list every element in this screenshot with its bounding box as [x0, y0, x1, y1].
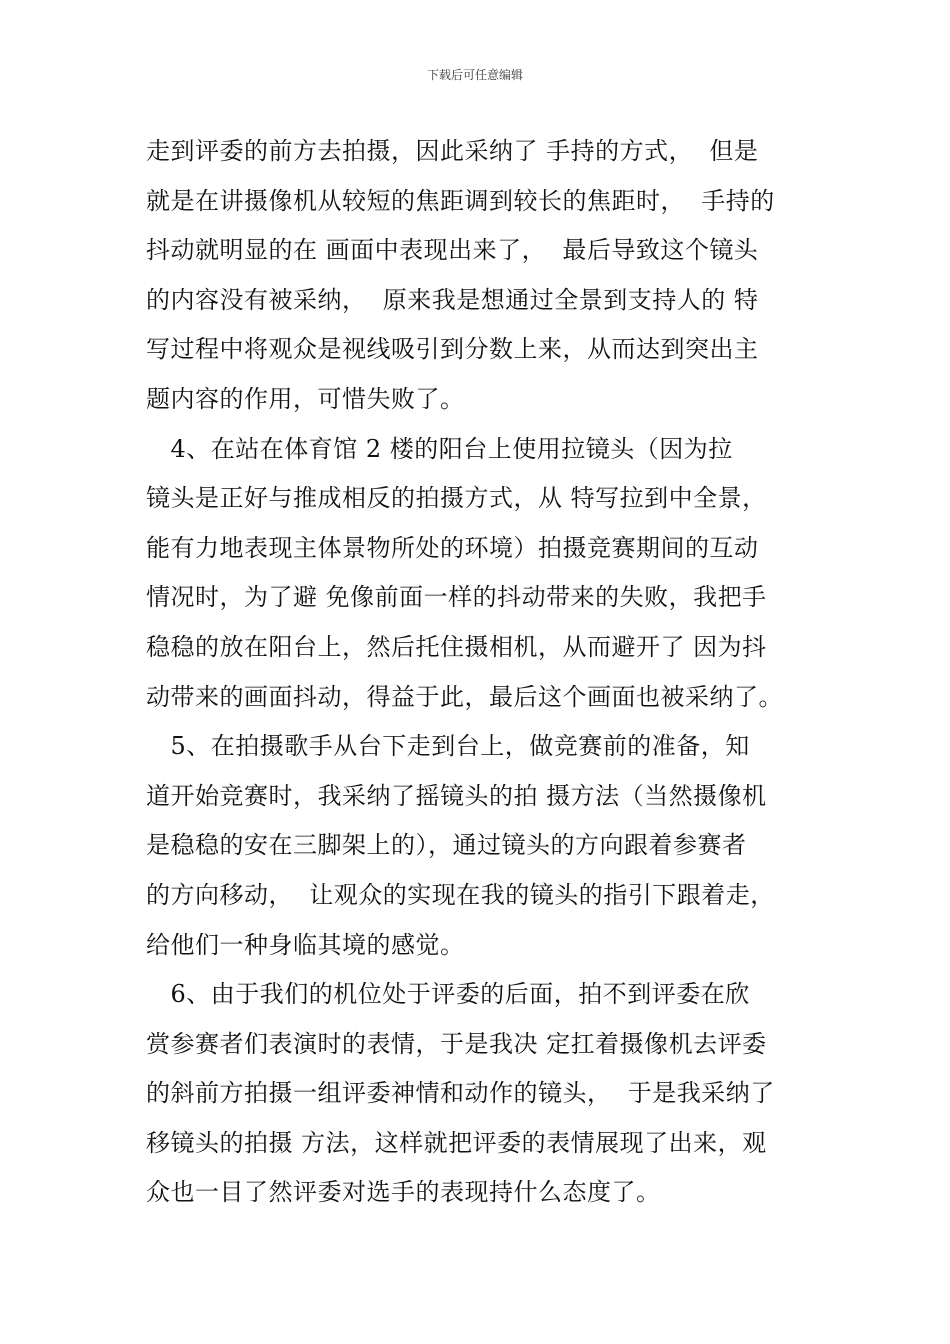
text-line: 5、在拍摄歌手从台下走到台上，做竞赛前的准备，知 — [146, 732, 750, 761]
text-line: 稳稳的放在阳台上，然后托住摄相机，从而避开了 因为抖 — [146, 632, 767, 661]
text-line: 的内容没有被采纳， 原来我是想通过全景到支持人的 特 — [146, 285, 759, 314]
text-line: 抖动就明显的在 画面中表现出来了， 最后导致这个镜头 — [146, 236, 759, 265]
paragraph-1 — [146, 127, 810, 425]
text-line: 众也一目了然评委对选手的表现持什么态度了。 — [146, 1178, 661, 1207]
page-header: 下载后可任意编辑 — [426, 68, 523, 82]
text-line: 走到评委的前方去拍摄，因此采纳了 手持的方式， 但是 — [146, 137, 759, 165]
text-line: 的斜前方拍摄一组评委神情和动作的镜头， 于是我采纳了 — [146, 1079, 775, 1108]
paragraph-2 — [146, 425, 810, 723]
text-line: 移镜头的拍摄 方法，这样就把评委的表情展现了出来，观 — [146, 1128, 767, 1157]
text-line: 道开始竞赛时，我采纳了摇镜头的拍 摄方法（当然摄像机 — [146, 781, 767, 810]
text-line: 就是在讲摄像机从较短的焦距调到较长的焦距时， 手持的 — [146, 186, 775, 215]
text-line: 的方向移动， 让观众的实现在我的镜头的指引下跟着走， — [146, 880, 775, 909]
paragraph-3 — [146, 722, 810, 970]
text-line: 写过程中将观众是视线吸引到分数上来，从而达到突出主 — [146, 335, 759, 364]
text-line: 能有力地表现主体景物所处的环境）拍摄竞赛期间的互动 — [146, 533, 759, 562]
text-line: 题内容的作用，可惜失败了。 — [146, 384, 465, 413]
text-line: 赏参赛者们表演时的表情，于是我决 定扛着摄像机去评委 — [146, 1029, 767, 1058]
text-line: 动带来的画面抖动，得益于此，最后这个画面也被采纳了。 — [146, 682, 783, 711]
text-line: 给他们一种身临其境的感觉。 — [146, 930, 465, 959]
text-line: 6、由于我们的机位处于评委的后面，拍不到评委在欣 — [146, 980, 750, 1009]
text-line: 4、在站在体育馆 2 楼的阳台上使用拉镜头（因为拉 — [146, 434, 733, 463]
text-line: 是稳稳的安在三脚架上的），通过镜头的方向跟着参赛者 — [146, 831, 747, 860]
text-line: 情况时，为了避 免像前面一样的抖动带来的失败，我把手 — [146, 583, 767, 612]
text-line: 镜头是正好与推成相反的拍摄方式，从 特写拉到中全景， — [146, 484, 767, 513]
body-text — [146, 127, 810, 1218]
paragraph-4 — [146, 970, 810, 1218]
